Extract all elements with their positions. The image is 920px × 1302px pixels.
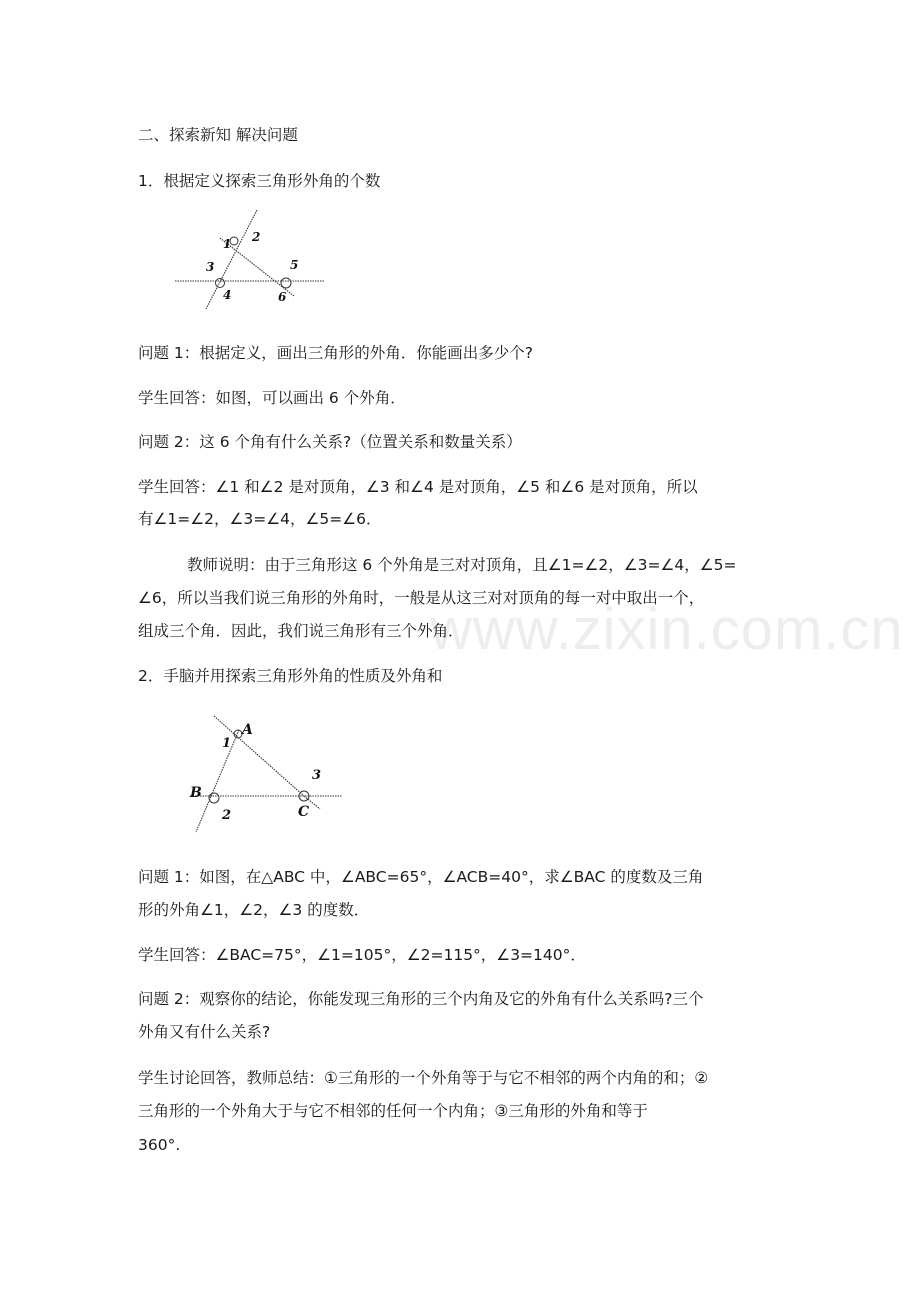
fig1-label-3: 3: [206, 260, 215, 274]
fig1-label-5: 5: [290, 258, 299, 272]
teacher-note-line1: 教师说明：由于三角形这 6 个外角是三对对顶角，且∠1=∠2，∠3=∠4，∠5=: [187, 556, 737, 574]
part2-heading: 2．手脑并用探索三角形外角的性质及外角和: [138, 667, 443, 685]
section-title: 二、探索新知 解决问题: [138, 126, 298, 144]
watermark: www.zixin.com.cn: [430, 597, 904, 662]
part1-heading: 1．根据定义探索三角形外角的个数: [138, 172, 381, 190]
teacher-note-line2: ∠6，所以当我们说三角形的外角时，一般是从这三对对顶角的每一对中取出一个，: [138, 589, 705, 607]
fig2-label-B: B: [190, 785, 202, 801]
p1-question-1: 问题 1：根据定义，画出三角形的外角．你能画出多少个?: [138, 344, 534, 362]
fig2-label-1: 1: [222, 736, 232, 751]
fig2-label-A: A: [242, 722, 253, 738]
summary-line3: 360°.: [138, 1136, 181, 1154]
teacher-note-line3: 组成三个角．因此，我们说三角形有三个外角．: [138, 622, 464, 640]
fig1-label-2: 2: [252, 230, 261, 244]
p2-question-1-line2: 形的外角∠1，∠2，∠3 的度数．: [138, 901, 370, 919]
fig2-label-2: 2: [222, 808, 232, 823]
p1-answer-2-line1: 学生回答：∠1 和∠2 是对顶角，∠3 和∠4 是对顶角，∠5 和∠6 是对顶角，所以: [138, 478, 698, 496]
fig1-label-4: 4: [223, 288, 232, 302]
figure-six-exterior-angles: [170, 205, 330, 310]
summary-line2: 三角形的一个外角大于与它不相邻的任何一个内角；③三角形的外角和等于: [138, 1102, 648, 1120]
p2-question-2-line2: 外角又有什么关系?: [138, 1023, 271, 1041]
fig2-label-C: C: [298, 804, 310, 820]
fig1-label-1: 1: [223, 237, 232, 251]
p2-question-2-line1: 问题 2：观察你的结论，你能发现三角形的三个内角及它的外角有什么关系吗?三个: [138, 990, 704, 1008]
summary-line1: 学生讨论回答，教师总结：①三角形的一个外角等于与它不相邻的两个内角的和；②: [138, 1069, 709, 1087]
p1-answer-2-line2: 有∠1=∠2，∠3=∠4，∠5=∠6．: [138, 510, 382, 528]
p2-question-1-line1: 问题 1：如图，在△ABC 中，∠ABC=65°，∠ACB=40°，求∠BAC 的度数及三角: [138, 868, 704, 886]
p1-answer-1: 学生回答：如图，可以画出 6 个外角．: [138, 389, 406, 407]
p2-answer-1: 学生回答：∠BAC=75°，∠1=105°，∠2=115°，∠3=140°．: [138, 946, 586, 964]
p1-question-2: 问题 2：这 6 个角有什么关系?（位置关系和数量关系）: [138, 433, 522, 451]
fig1-label-6: 6: [278, 290, 287, 304]
figure-triangle-abc: [182, 712, 352, 836]
fig2-label-3: 3: [312, 768, 322, 783]
